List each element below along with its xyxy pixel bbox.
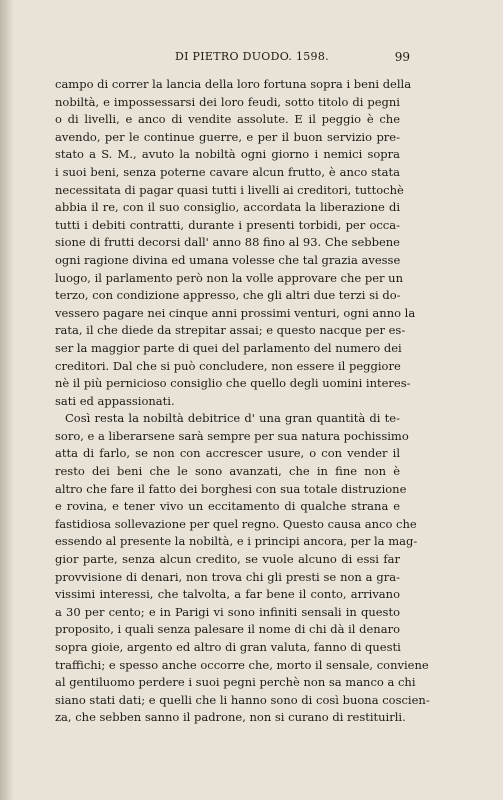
text-line-37: za, che sebben sanno il padrone, non si curano di restituirli. <box>55 710 406 725</box>
text-line-4: avendo, per le continue guerre, e per il buon servizio pre- <box>55 129 400 144</box>
text-line-7: necessitata di pagar quasi tutti i livelli ai creditori, tuttochè <box>55 182 404 197</box>
text-line-19: sati ed appassionati. <box>55 393 175 408</box>
text-line-2: nobiltà, e impossessarsi dei loro feudi, sotto titolo di pegni <box>55 94 400 109</box>
text-line-12: luogo, il parlamento però non la volle approvare che per un <box>55 270 403 285</box>
page-number: 99 <box>394 50 410 64</box>
text-line-5: stato a S. M., avuto la nobiltà ogni giorno i nemici sopra <box>55 147 400 162</box>
text-line-9: tutti i debiti contratti, durante i presenti torbidi, per occa- <box>55 217 400 232</box>
text-line-27: essendo al presente la nobiltà, e i principi ancora, per la mag- <box>55 534 418 549</box>
body-text <box>55 76 430 727</box>
text-line-16: ser la maggior parte di quei del parlamento del numero dei <box>55 340 402 355</box>
text-line-8: abbia il re, con il suo consiglio, accordata la liberazione di <box>55 200 400 215</box>
text-line-13: terzo, con condizione appresso, che gli altri due terzi si do- <box>55 288 401 303</box>
text-line-18: nè il più pernicioso consiglio che quello degli uomini interes- <box>55 376 411 391</box>
text-line-26: fastidiosa sollevazione per quel regno. Questo causa anco che <box>55 516 417 531</box>
page-gutter-shadow <box>0 0 14 800</box>
text-line-3: o di livelli, e anco di vendite assolute. E il peggio è che <box>55 112 400 127</box>
text-line-34: traffichi; e spesso anche occorre che, morto il sensale, conviene <box>55 657 429 672</box>
text-line-24: altro che fare il fatto dei borghesi con sua totale distruzione <box>55 481 407 496</box>
text-line-15: rata, il che diede da strepitar assai; e questo nacque per es- <box>55 323 406 338</box>
text-line-22: atta di farlo, se non con accrescer usure, o con vender il <box>55 446 400 461</box>
text-line-6: i suoi beni, senza poterne cavare alcun frutto, è anco stata <box>55 164 400 179</box>
text-line-36: siano stati dati; e quelli che li hanno sono di così buona coscien- <box>55 692 430 707</box>
text-line-28: gior parte, senza alcun credito, se vuole alcuno di essi far <box>55 552 400 567</box>
text-line-29: provvisione di denari, non trova chi gli presti se non a gra- <box>55 569 400 584</box>
text-line-14: vessero pagare nei cinque anni prossimi venturi, ogni anno la <box>55 305 416 320</box>
page-header <box>55 50 410 66</box>
text-line-11: ogni ragione divina ed umana volesse che tal grazia avesse <box>55 252 401 267</box>
text-line-25: e rovina, e tener vivo un eccitamento di qualche strana e <box>55 499 400 514</box>
text-line-23: resto dei beni che le sono avanzati, che in fine non è <box>55 464 400 479</box>
text-line-21: soro, e a liberarsene sarà sempre per sua natura pochissimo <box>55 428 409 443</box>
text-line-31: a 30 per cento; e in Parigi vi sono infiniti sensali in questo <box>55 604 400 619</box>
text-line-10: sione di frutti decorsi dall' anno 88 fino al 93. Che sebbene <box>55 235 400 250</box>
text-line-32: proposito, i quali senza palesare il nome di chi dà il denaro <box>55 622 400 637</box>
text-line-35: al gentiluomo perdere i suoi pegni perchè non sa manco a chi <box>55 675 416 690</box>
text-line-20: Così resta la nobiltà debitrice d' una gran quantità di te- <box>65 411 400 426</box>
text-line-33: sopra gioie, argento ed altro di gran valuta, fanno di questi <box>55 640 401 654</box>
text-line-1: campo di correr la lancia della loro fortuna sopra i beni della <box>55 77 412 91</box>
text-line-17: creditori. Dal che si può concludere, non essere il peggiore <box>55 358 401 373</box>
text-line-30: vissimi interessi, che talvolta, a far bene il conto, arrivano <box>55 587 400 602</box>
running-head: DI PIETRO DUODO. 1598. <box>175 50 329 63</box>
